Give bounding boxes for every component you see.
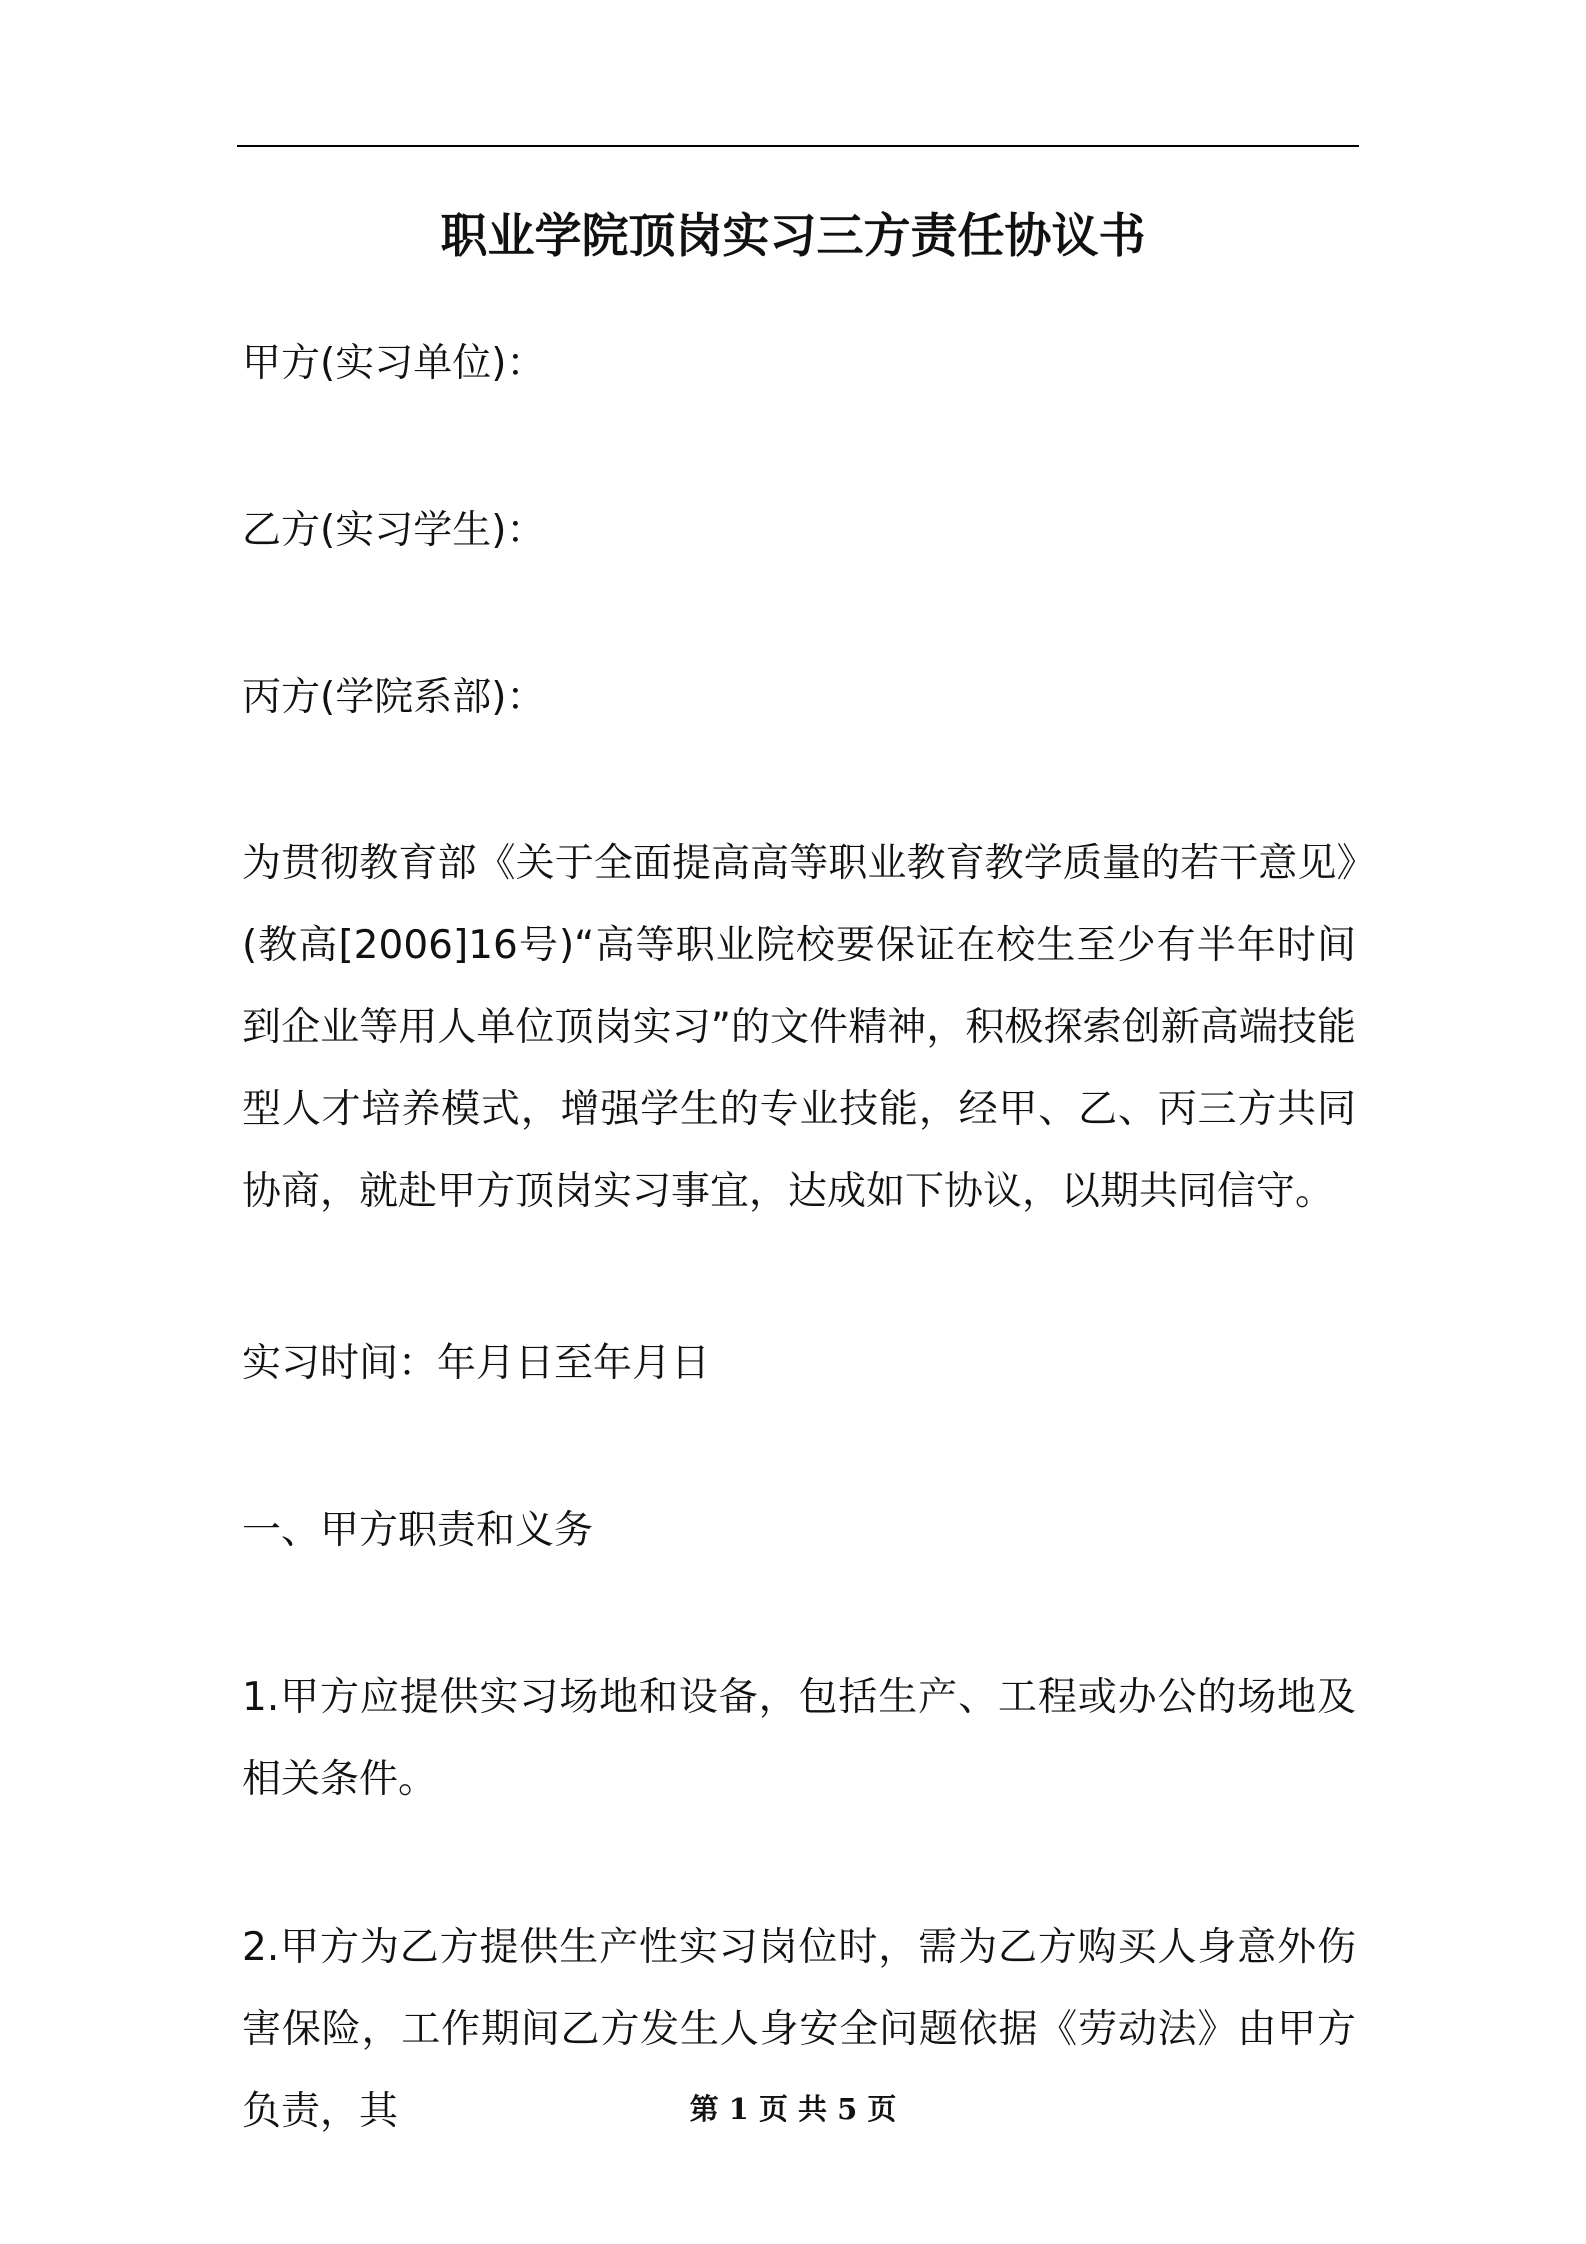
- document-title: 职业学院顶岗实习三方责任协议书: [440, 209, 1146, 264]
- section-heading-party-a-duties: 一、甲方职责和义务: [242, 1508, 594, 1553]
- intro-paragraph: 为贯彻教育部《关于全面提高高等职业教育教学质量的若干意见》(教高[2006]16号)“高等职业院校要保证在校生至少有半年时间到企业等用人单位顶岗实习”的文件精神，积极探索创新高端技能型人才培养模式，增强学生的专业技能，经甲、乙、丙三方共同协商，就赴甲方顶岗实习事宜，达成如下协议，以期共同信守。: [242, 841, 1356, 1214]
- party-c-label: 丙方(学院系部)：: [242, 675, 546, 720]
- clause-item-1: 1.甲方应提供实习场地和设备，包括生产、工程或办公的场地及相关条件。: [242, 1675, 1356, 1802]
- internship-period: 实习时间：年月日至年月日: [242, 1341, 711, 1386]
- clause-item-2: 2.甲方为乙方提供生产性实习岗位时，需为乙方购买人身意外伤害保险，工作期间乙方发生人身安全问题依据《劳动法》由甲方负责，其: [242, 1925, 1356, 2134]
- party-a-label: 甲方(实习单位)：: [242, 341, 546, 386]
- party-b-label: 乙方(实习学生)：: [242, 508, 546, 553]
- header-rule: [237, 145, 1359, 147]
- page-number-footer: 第 1 页 共 5 页: [689, 2092, 897, 2126]
